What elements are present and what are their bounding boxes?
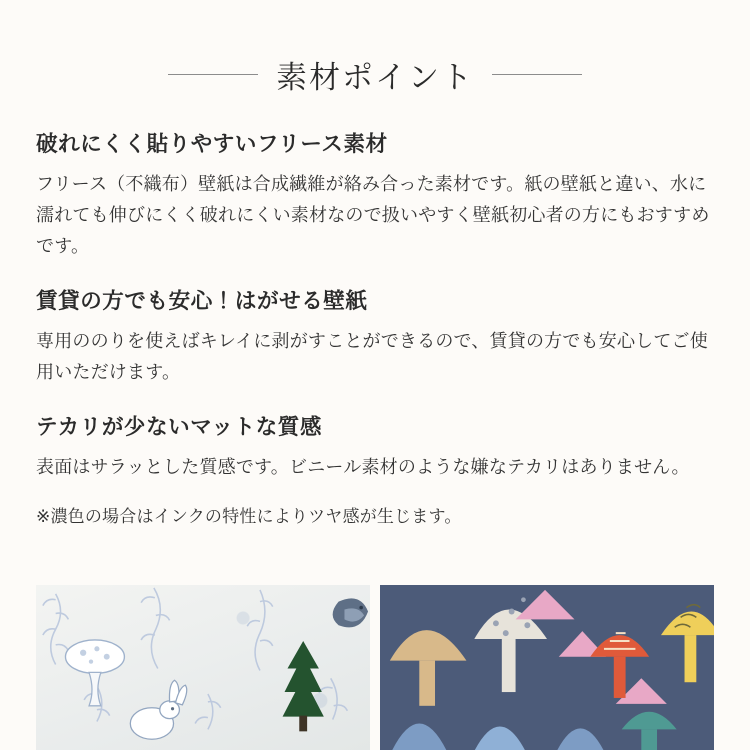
botanical-pattern-art — [36, 585, 370, 750]
product-photo-strip — [36, 585, 714, 750]
photo-navy-paper-trees — [380, 585, 714, 750]
photo-pale-blue-botanical — [36, 585, 370, 750]
paper-tree-pattern-art — [380, 585, 714, 750]
page-title: 素材ポイント — [276, 60, 474, 95]
section-matte-finish-title: テカリが少ないマットな質感 — [36, 414, 323, 439]
section-fleece-material-body: フリース（不織布）壁紙は合成繊維が絡み合った素材です。紙の壁紙と違い、水に濡れても伸びにくく破れにくい素材なので扱いやすく壁紙初心者の方にもおすすめです。 — [36, 173, 710, 256]
mushroom-motif — [65, 640, 124, 706]
bird-motif — [333, 598, 368, 627]
rabbit-motif — [130, 680, 186, 739]
section-heading — [0, 0, 750, 97]
section-removable-wallpaper-body: 専用ののりを使えばキレイに剥がすことができるので、賃貸の方でも安心してご使用いただけます。 — [36, 330, 708, 382]
content-body — [0, 131, 750, 483]
note-wrapper — [0, 503, 750, 530]
section-matte-finish-body: 表面はサラッとした質感です。ビニール素材のような嫌なテカリはありません。 — [36, 456, 690, 477]
section-fleece-material-title: 破れにくく貼りやすいフリース素材 — [36, 132, 388, 156]
ink-gloss-note: ※濃色の場合はインクの特性によりツヤ感が生じます。 — [36, 506, 462, 526]
heading-rule-right — [492, 74, 582, 75]
fir-tree-motif — [283, 641, 324, 731]
section-fleece-material — [36, 131, 714, 262]
heading-rule-left — [168, 74, 258, 75]
section-removable-wallpaper-title: 賃貸の方でも安心！はがせる壁紙 — [36, 288, 368, 313]
section-matte-finish — [36, 414, 714, 483]
section-removable-wallpaper — [36, 288, 714, 388]
